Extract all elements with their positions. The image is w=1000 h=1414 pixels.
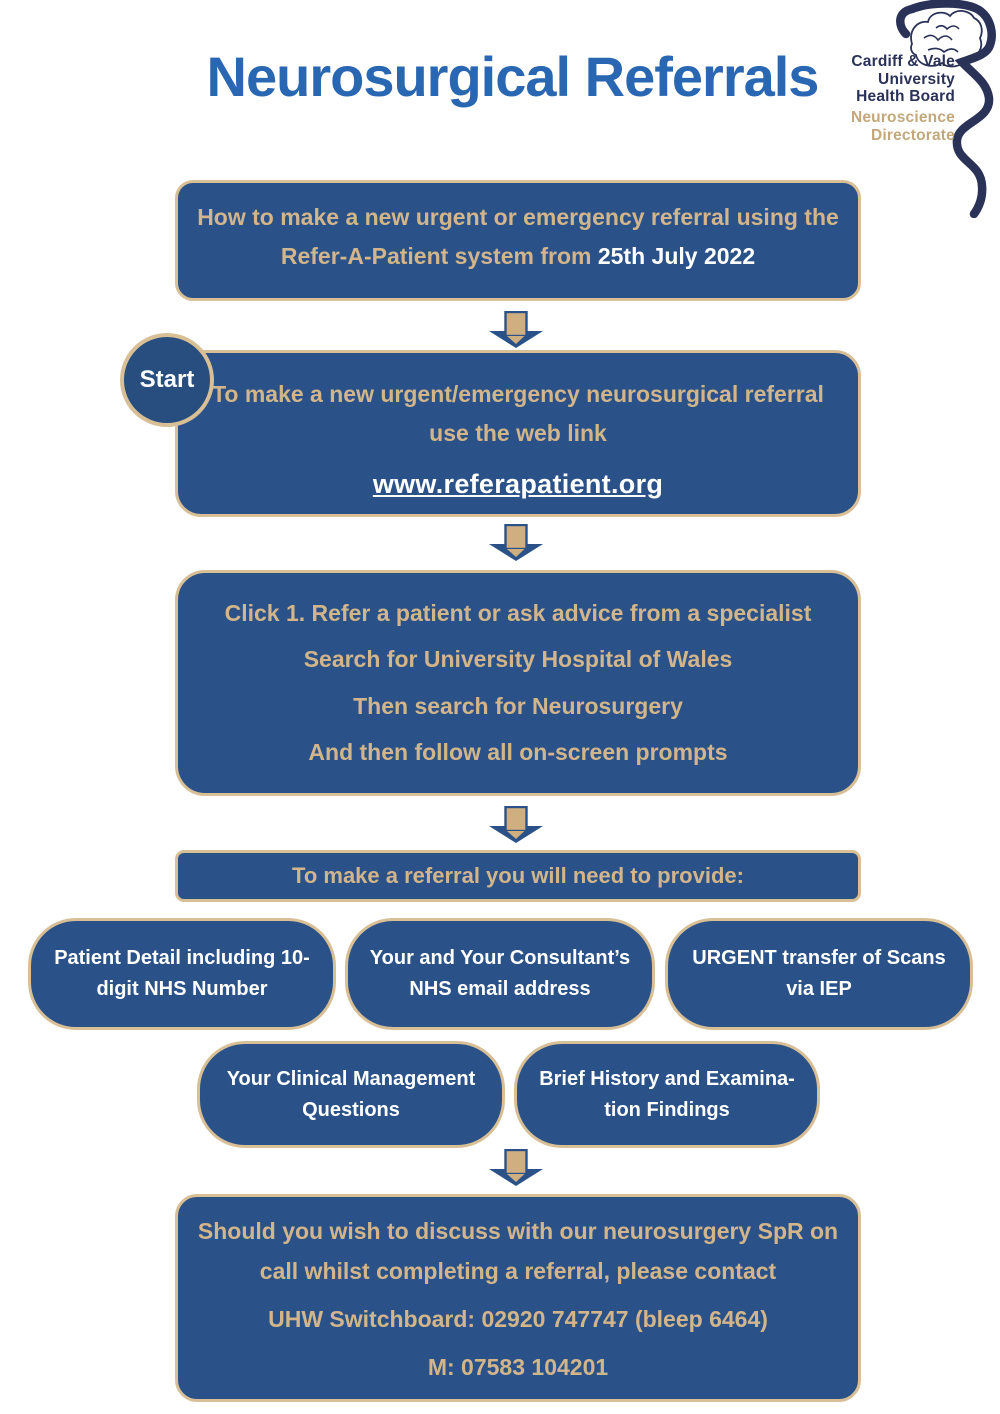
pill-line: Your Clinical Management [226, 1067, 476, 1090]
pill-line: Your and Your Consultant’s [369, 947, 631, 969]
pill-line: NHS email address [409, 978, 591, 1000]
pill-history-findings [514, 1041, 820, 1148]
weblink-line2: use the web link [429, 420, 607, 446]
pill-scan-transfer [665, 918, 973, 1030]
pill-line: tion Findings [604, 1098, 730, 1121]
flow-box-weblink [175, 350, 861, 517]
start-label: Start [139, 366, 195, 393]
down-arrow-icon [488, 524, 544, 562]
pill-line: digit NHS Number [96, 978, 268, 1000]
pill-line: Brief History and Examina- [539, 1067, 795, 1090]
steps-line3: Then search for Neurosurgery [353, 692, 683, 719]
intro-line2 [178, 237, 858, 276]
pill-line: Patient Detail including 10- [54, 947, 310, 969]
logo-org-line: Cardiff & Vale [851, 53, 955, 70]
contact-switchboard: UHW Switchboard: 02920 747747 (bleep 6464) [268, 1306, 768, 1332]
referapatient-link[interactable]: www.referapatient.org [372, 469, 664, 499]
contact-intro [178, 1211, 858, 1291]
logo-dept-line: Directorate [870, 126, 955, 144]
weblink-line1: To make a new urgent/emergency neurosurgical referral [212, 381, 824, 407]
pill-nhs-email [345, 918, 655, 1030]
down-arrow-icon [488, 1149, 544, 1187]
down-arrow-icon [488, 311, 544, 349]
pill-line: Questions [302, 1098, 400, 1121]
contact-line2: call whilst completing a referral, please contact [259, 1258, 777, 1284]
logo-org-name [795, 53, 955, 106]
contact-line1: Should you wish to discuss with our neurosurgery SpR on [197, 1218, 839, 1244]
pill-line: URGENT transfer of Scans [692, 947, 946, 969]
flow-box-intro [175, 180, 861, 301]
intro-line1: How to make a new urgent or emergency referral using the [197, 204, 839, 230]
steps-line2: Search for University Hospital of Wales [303, 646, 733, 673]
contact-mobile: M: 07583 104201 [427, 1354, 609, 1380]
intro-go-live-date: 25th July 2022 [597, 243, 756, 269]
flow-box-steps [175, 570, 861, 796]
start-node [120, 333, 214, 427]
logo-org-line: Health Board [856, 88, 955, 105]
pill-clinical-questions [197, 1041, 505, 1148]
logo-org-line: University [878, 70, 955, 88]
down-arrow-icon [488, 806, 544, 844]
flow-box-provide-header [175, 850, 861, 902]
pill-line: via IEP [786, 978, 852, 1000]
page-title: Neurosurgical Referrals [206, 45, 819, 108]
steps-line4: And then follow all on-screen prompts [308, 738, 728, 765]
flow-box-contact [175, 1194, 861, 1402]
logo-dept-line: Neuroscience [850, 109, 955, 126]
steps-line1: Click 1. Refer a patient or ask advice from a specialist [224, 600, 812, 627]
logo-directorate-name [795, 109, 955, 144]
provide-header-text: To make a referral you will need to provide: [292, 863, 744, 888]
intro-line2-prefix: Refer-A-Patient system from [280, 243, 598, 269]
pill-patient-detail [28, 918, 336, 1030]
